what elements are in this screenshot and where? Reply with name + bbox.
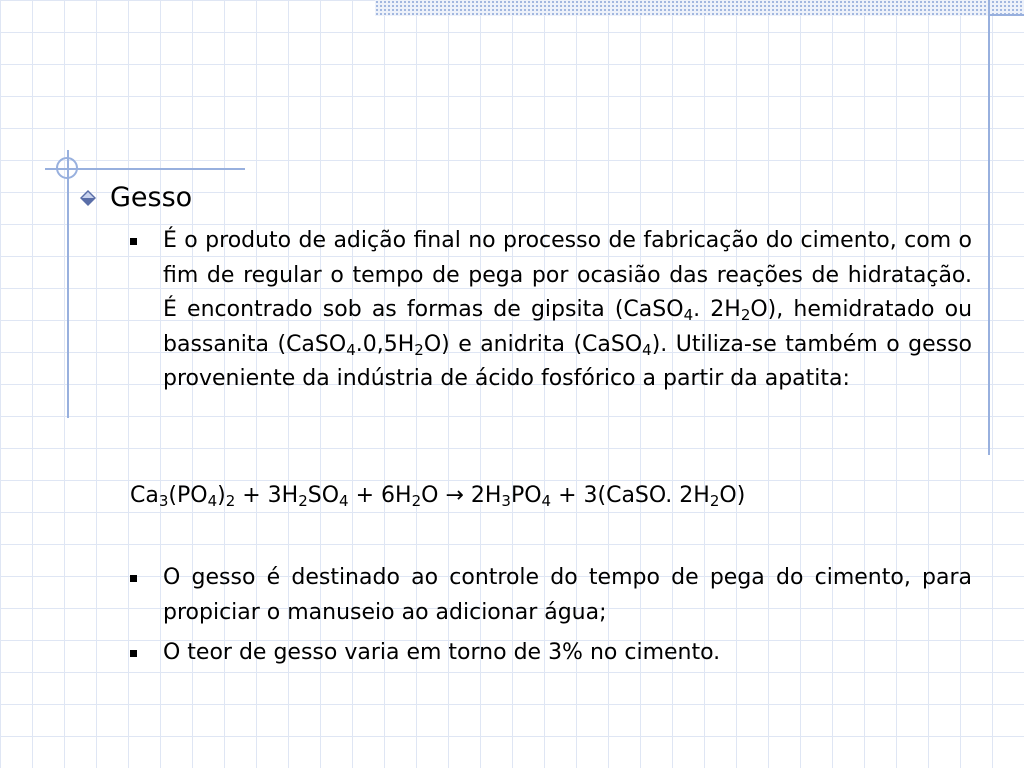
- bullet-item-content: [130, 636, 972, 671]
- square-bullet-icon: [130, 650, 137, 657]
- right-horizontal-rule: [990, 14, 1024, 16]
- heading-title: Gesso: [110, 182, 193, 213]
- bullet-text: O teor de gesso varia em torno de 3% no cimento.: [163, 640, 721, 665]
- square-bullet-icon: [130, 575, 137, 582]
- square-bullet-icon: [130, 238, 137, 245]
- left-vertical-rule: [67, 150, 69, 418]
- chemical-equation: $Ca_3(PO_4)_2 + 3H_2SO_4 + 6H_2O \to 2H_3PO_4$ + 3(CaSO. $2H_2O$): [130, 483, 746, 510]
- bullet-item-purpose: [130, 561, 972, 630]
- bullet-text: O gesso é destinado ao controle do tempo de pega do cimento, para propiciar o manuseio ao adicionar água;: [163, 565, 972, 625]
- right-vertical-rule: [988, 0, 990, 455]
- bullet-item-description: [130, 224, 972, 397]
- bullet-text: É o produto de adição final no processo de fabricação do cimento, com o fim de regular o tempo de pega por ocasião das reações de hidratação. É encontrado sob as formas de gipsita (CaSO$_4$. $2H_2O$), hemidratado ou bassanita $(CaSO_4.0,5H_2O)$ e anidrita (CaSO$_4$). Utiliza-se também o gesso proveniente da indústria de ácido fosfórico a partir da apatita:: [163, 228, 973, 391]
- corner-circle-ornament: [56, 157, 78, 179]
- slide-heading: [80, 180, 192, 216]
- top-decorative-band: [375, 0, 1024, 16]
- diamond-bullet-icon: [80, 190, 96, 206]
